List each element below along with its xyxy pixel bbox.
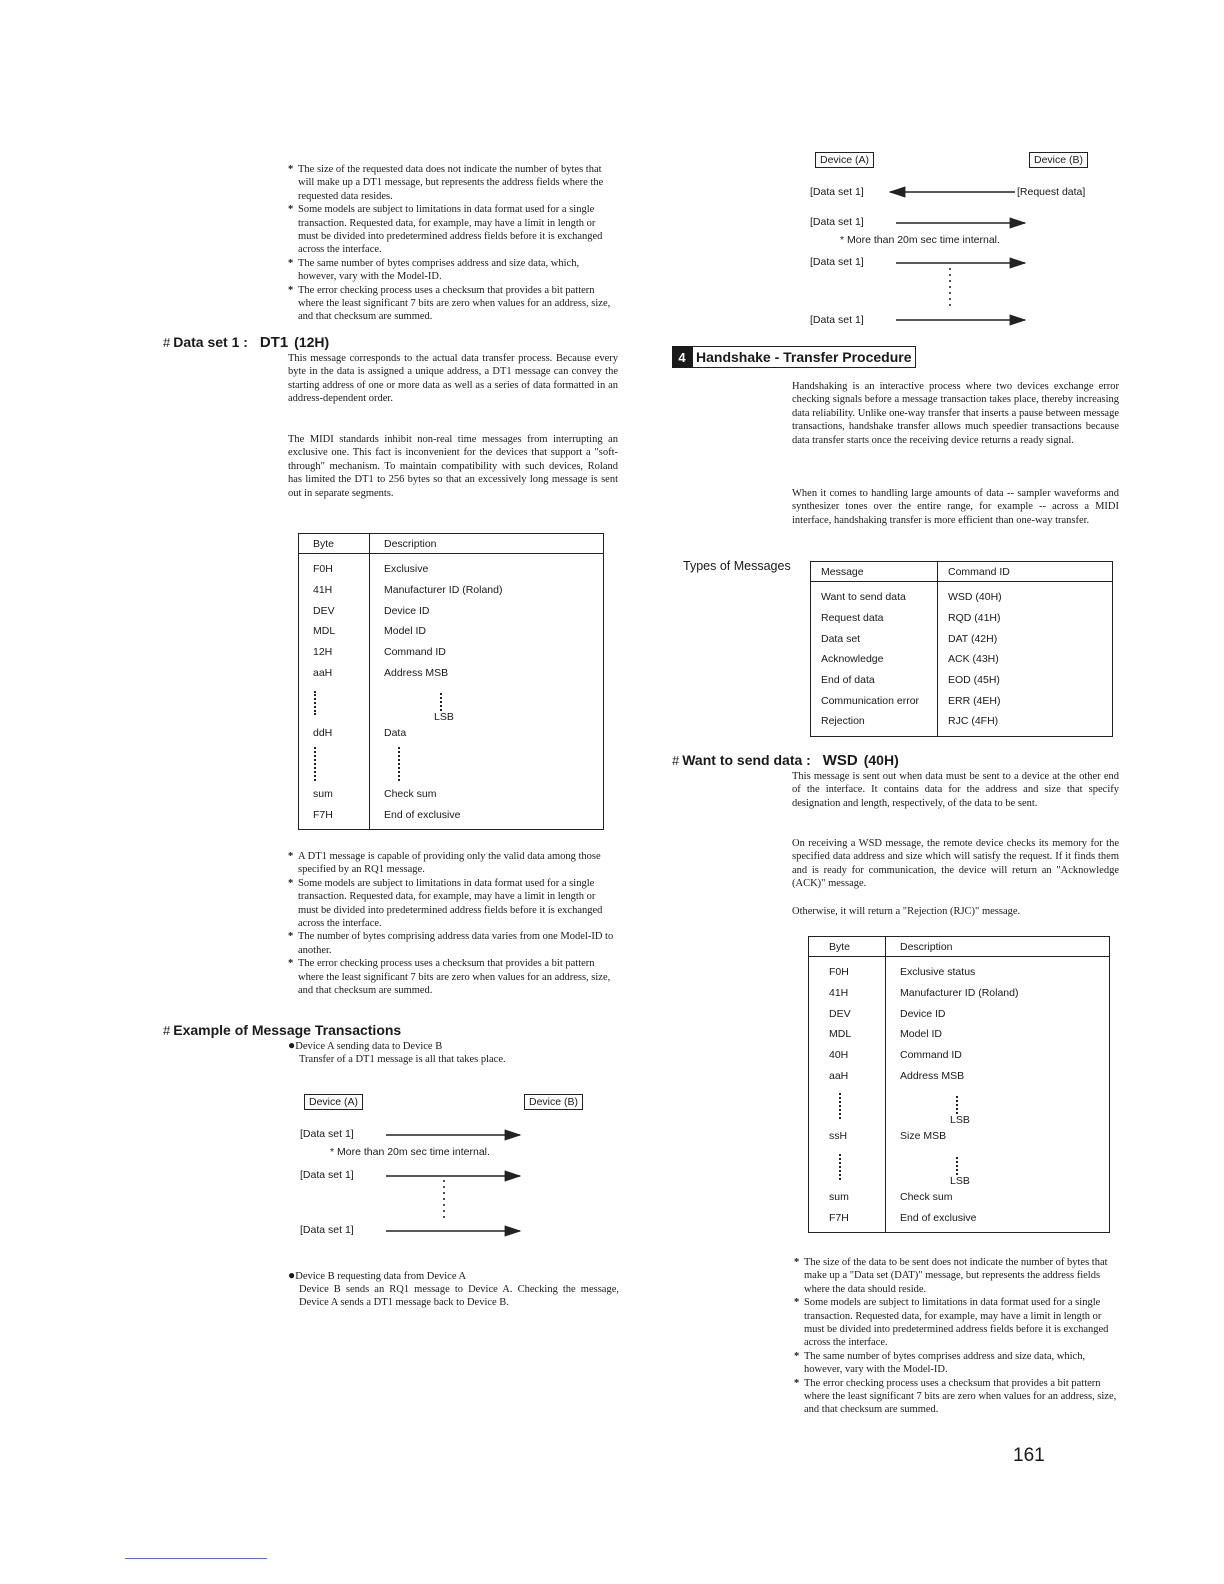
example-b-title-text: Device B requesting data from Device A <box>295 1271 467 1282</box>
table-cell: 41H <box>299 580 370 601</box>
example-a-title: ●Device A sending data to Device B <box>288 1038 443 1052</box>
note-item: * A DT1 message is capable of providing only the valid data among those specified by an RQ1 message. <box>288 850 618 877</box>
wsd-table <box>808 936 1110 1233</box>
note-item: * The error checking process uses a checksum that provides a bit pattern where the least significant 7 bits are zero when values for an address, size, and that checksum are summed. <box>794 1377 1120 1417</box>
table-header: Command ID <box>938 562 1113 582</box>
table-cell: RQD (41H) <box>948 612 1001 625</box>
table-row <box>809 1208 1110 1233</box>
table-cell: Request data <box>811 608 938 629</box>
table-cell: Model ID <box>900 1028 943 1041</box>
lsb-label: LSB <box>950 1174 970 1187</box>
table-cell: RJC (4FH) <box>948 715 999 728</box>
table-row <box>809 1147 1110 1187</box>
table-header: Description <box>370 534 604 554</box>
table-row <box>299 744 604 784</box>
section-4-header <box>672 346 916 368</box>
table-header: Byte <box>809 937 886 957</box>
heading-name: WSD <box>822 752 858 769</box>
heading-hex: (12H) <box>294 334 330 350</box>
table-cell: Check sum <box>900 1191 953 1204</box>
footer-rule <box>125 1558 267 1559</box>
table-cell: Device ID <box>900 1007 946 1020</box>
heading-label: Example of Message Transactions <box>173 1022 402 1038</box>
device-a-box: Device (A) <box>815 152 874 168</box>
data-set-label: [Data set 1] <box>810 216 864 228</box>
table-cell: End of data <box>811 670 938 691</box>
device-a-box: Device (A) <box>304 1094 363 1110</box>
table-row <box>299 723 604 744</box>
table-row <box>299 784 604 805</box>
table-cell: WSD (40H) <box>948 591 1002 604</box>
table-cell: Acknowledge <box>811 649 938 670</box>
example-heading <box>163 1022 401 1038</box>
table-cell: Exclusive status <box>900 966 976 979</box>
section-title: Handshake - Transfer Procedure <box>692 346 916 368</box>
heading-label: Want to send data : <box>682 752 811 768</box>
table-cell: Data set <box>811 628 938 649</box>
types-label: Types of Messages <box>683 559 791 573</box>
table-row <box>299 662 604 683</box>
vertical-dots <box>314 691 369 715</box>
types-table <box>810 561 1113 737</box>
table-cell: DEV <box>809 1003 886 1024</box>
table-cell: F7H <box>299 805 370 830</box>
note-item: * The size of the data to be sent does not indicate the number of bytes that make up a "Data set (DAT)" message, but represents the address fields where the data should reside. <box>794 1256 1120 1296</box>
section-number: 4 <box>672 346 692 368</box>
table-cell <box>809 1147 886 1187</box>
table-cell: ddH <box>299 723 370 744</box>
note-item: * The size of the requested data does not indicate the number of bytes that will make up a DT1 message, but represents the address fields where the requested data resides. <box>288 163 618 203</box>
wsd-heading <box>672 752 899 769</box>
table-cell: End of exclusive <box>900 1211 977 1224</box>
dt1-midi-note: The MIDI standards inhibit non-real time messages from interrupting an exclusive one. This fact is inconvenient for the devices that support a "soft-through" mechanism. To maintain compatibility with such devices, Roland has limited the DT1 to 256 bytes so that an excessively long message is sent out in separate segments. <box>288 434 618 499</box>
vertical-dots <box>839 1093 885 1119</box>
table-cell: DAT (42H) <box>948 632 998 645</box>
heading-mark: # <box>672 753 680 768</box>
table-cell: F0H <box>299 554 370 580</box>
note-item: * The error checking process uses a checksum that provides a bit pattern where the least significant 7 bits are zero when values for an address, size, and that checksum are summed. <box>288 957 618 997</box>
table-cell <box>886 1126 1110 1147</box>
note-item: * Some models are subject to limitations in data format used for a single transaction. Requested data, for example, may have a limit in length or must be divided into predetermined address fields before it is exchanged across the interface. <box>794 1296 1120 1350</box>
table-row <box>809 1045 1110 1066</box>
heading-label: Data set 1 : <box>173 334 248 350</box>
table-header: Description <box>886 937 1110 957</box>
table-row <box>299 683 604 723</box>
table-row <box>809 1003 1110 1024</box>
note-item: * The number of bytes comprising address data varies from one Model-ID to another. <box>288 930 618 957</box>
table-cell <box>886 1086 1110 1126</box>
data-set-label: [Data set 1] <box>810 314 864 326</box>
table-row <box>811 582 1113 608</box>
table-cell: 40H <box>809 1045 886 1066</box>
table-row <box>811 690 1113 711</box>
interval-note: * More than 20m sec time internal. <box>840 234 1000 246</box>
note-item: * The same number of bytes comprises address and size data, which, however, vary with the Model-ID. <box>794 1350 1120 1377</box>
table-row <box>809 983 1110 1004</box>
table-cell: DEV <box>299 600 370 621</box>
device-b-box: Device (B) <box>1029 152 1088 168</box>
data-set-label: [Data set 1] <box>810 186 864 198</box>
heading-mark: # <box>163 1023 171 1038</box>
diagram-b-arrows <box>810 180 1110 330</box>
table-cell: sum <box>809 1187 886 1208</box>
table-cell <box>299 683 370 723</box>
table-row <box>299 600 604 621</box>
example-b-title: ●Device B requesting data from Device A <box>288 1268 467 1282</box>
table-row <box>299 580 604 601</box>
note-item: * The error checking process uses a checksum that provides a bit pattern where the least significant 7 bits are zero when values for an address, size, and that checksum are summed. <box>288 284 618 324</box>
table-cell: sum <box>299 784 370 805</box>
wsd-para-2: On receiving a WSD message, the remote device checks its memory for the specified data address and size which will satisfy the request. If it finds them and is ready for communication, the device will return an "Acknowledge (ACK)" message. <box>792 838 1119 890</box>
example-a-title-text: Device A sending data to Device B <box>295 1041 443 1052</box>
table-row <box>811 711 1113 736</box>
vertical-dots <box>440 693 603 711</box>
dt1-notes <box>288 850 618 997</box>
dt1-table <box>298 533 604 830</box>
table-row <box>809 1024 1110 1045</box>
table-row <box>299 805 604 830</box>
device-b-box: Device (B) <box>524 1094 583 1110</box>
lsb-label: LSB <box>950 1114 970 1127</box>
table-row <box>811 608 1113 629</box>
note-item: * The same number of bytes comprises address and size data, which, however, vary with the Model-ID. <box>288 257 618 284</box>
table-cell: MDL <box>809 1024 886 1045</box>
request-data-label: [Request data] <box>1017 186 1086 198</box>
wsd-para-3: Otherwise, it will return a "Rejection (RJC)" message. <box>792 906 1021 917</box>
table-row <box>299 642 604 663</box>
table-row <box>811 670 1113 691</box>
table-cell: Address MSB <box>384 666 449 679</box>
lsb-label: LSB <box>434 711 454 724</box>
table-cell: Check sum <box>384 788 437 801</box>
table-cell: ERR (4EH) <box>948 694 1001 707</box>
table-row <box>809 1065 1110 1086</box>
table-cell: Want to send data <box>811 582 938 608</box>
table-cell: Exclusive <box>384 563 429 576</box>
table-cell: Rejection <box>811 711 938 736</box>
data-set-label: [Data set 1] <box>300 1128 354 1140</box>
vertical-dots <box>839 1154 885 1180</box>
table-cell: EOD (45H) <box>948 674 1000 687</box>
dt1-heading <box>163 334 329 351</box>
data-set-label: [Data set 1] <box>810 256 864 268</box>
page-number: 161 <box>1013 1445 1045 1466</box>
table-cell: Model ID <box>384 625 427 638</box>
table-cell: Address MSB <box>900 1069 965 1082</box>
vertical-dots <box>398 747 603 781</box>
table-cell <box>886 1147 1110 1187</box>
handshake-para-2: When it comes to handling large amounts of data -- sampler waveforms and synthesizer tones over the entire range, for example -- across a MIDI interface, handshaking transfer is more efficient than one-way transfer. <box>792 488 1119 526</box>
table-row <box>809 957 1110 983</box>
wsd-notes <box>794 1256 1120 1417</box>
table-row <box>299 554 604 580</box>
heading-hex: (40H) <box>863 752 899 768</box>
table-cell: End of exclusive <box>384 808 461 821</box>
wsd-para-1: This message is sent out when data must be sent to a device at the other end of the interface. It contains data for the address and size that specify designation and length, respectively, of the data to be sent. <box>792 771 1119 809</box>
vertical-dots <box>956 1157 1109 1175</box>
vertical-dots <box>314 747 369 781</box>
table-header: Byte <box>299 534 370 554</box>
table-row <box>811 649 1113 670</box>
table-cell: Communication error <box>811 690 938 711</box>
table-row <box>809 1187 1110 1208</box>
vertical-dots <box>956 1096 1109 1114</box>
size-label: Size MSB <box>900 1130 947 1143</box>
table-row <box>809 1086 1110 1126</box>
heading-mark: # <box>163 335 171 350</box>
table-row <box>809 1126 1110 1147</box>
table-cell: 41H <box>809 983 886 1004</box>
table-cell <box>370 683 604 723</box>
table-cell: MDL <box>299 621 370 642</box>
table-cell: ssH <box>809 1126 886 1147</box>
data-set-label: [Data set 1] <box>300 1224 354 1236</box>
table-cell: ACK (43H) <box>948 653 999 666</box>
table-header: Message <box>811 562 938 582</box>
heading-name: DT1 <box>259 334 289 351</box>
table-cell: Command ID <box>384 646 446 659</box>
example-a-text: Transfer of a DT1 message is all that takes place. <box>299 1054 506 1065</box>
data-set-label: [Data set 1] <box>300 1169 354 1181</box>
table-cell: F0H <box>809 957 886 983</box>
table-cell: aaH <box>809 1065 886 1086</box>
interval-note: * More than 20m sec time internal. <box>330 1146 490 1158</box>
dt1-prior-notes <box>288 163 618 324</box>
table-cell: Manufacturer ID (Roland) <box>900 987 1019 1000</box>
table-cell: F7H <box>809 1208 886 1233</box>
note-item: * Some models are subject to limitations in data format used for a single transaction. Requested data, for example, may have a limit in length or must be divided into predetermined address fields before it is exchanged across the interface. <box>288 877 618 931</box>
table-cell: 12H <box>299 642 370 663</box>
table-row <box>299 621 604 642</box>
table-cell: aaH <box>299 662 370 683</box>
table-cell <box>299 744 370 784</box>
table-cell: Data <box>384 727 407 740</box>
dt1-description: This message corresponds to the actual data transfer process. Because every byte in the data is assigned a unique address, a DT1 message can convey the starting address of one or more data as well as a series of data formatted in an address-dependent order. <box>288 353 618 405</box>
table-cell <box>370 744 604 784</box>
table-cell <box>809 1086 886 1126</box>
table-cell: Device ID <box>384 604 430 617</box>
table-row <box>811 628 1113 649</box>
handshake-para-1: Handshaking is an interactive process where two devices exchange error checking signals before a message transaction takes place, thereby increasing data reliability. Unlike one-way transfer that inserts a pause between message transactions, handshake transfer allows much speedier transactions because data transfer starts once the receiving device returns a ready signal. <box>792 381 1119 446</box>
note-item: * Some models are subject to limitations in data format used for a single transaction. Requested data, for example, may have a limit in length or must be divided into predetermined address fields before it is exchanged across the interface. <box>288 203 618 257</box>
example-b-text: Device B sends an RQ1 message to Device A. Checking the message, Device A sends a DT1 message back to Device B. <box>299 1284 619 1309</box>
table-cell: Manufacturer ID (Roland) <box>384 584 503 597</box>
table-cell: Command ID <box>900 1049 962 1062</box>
